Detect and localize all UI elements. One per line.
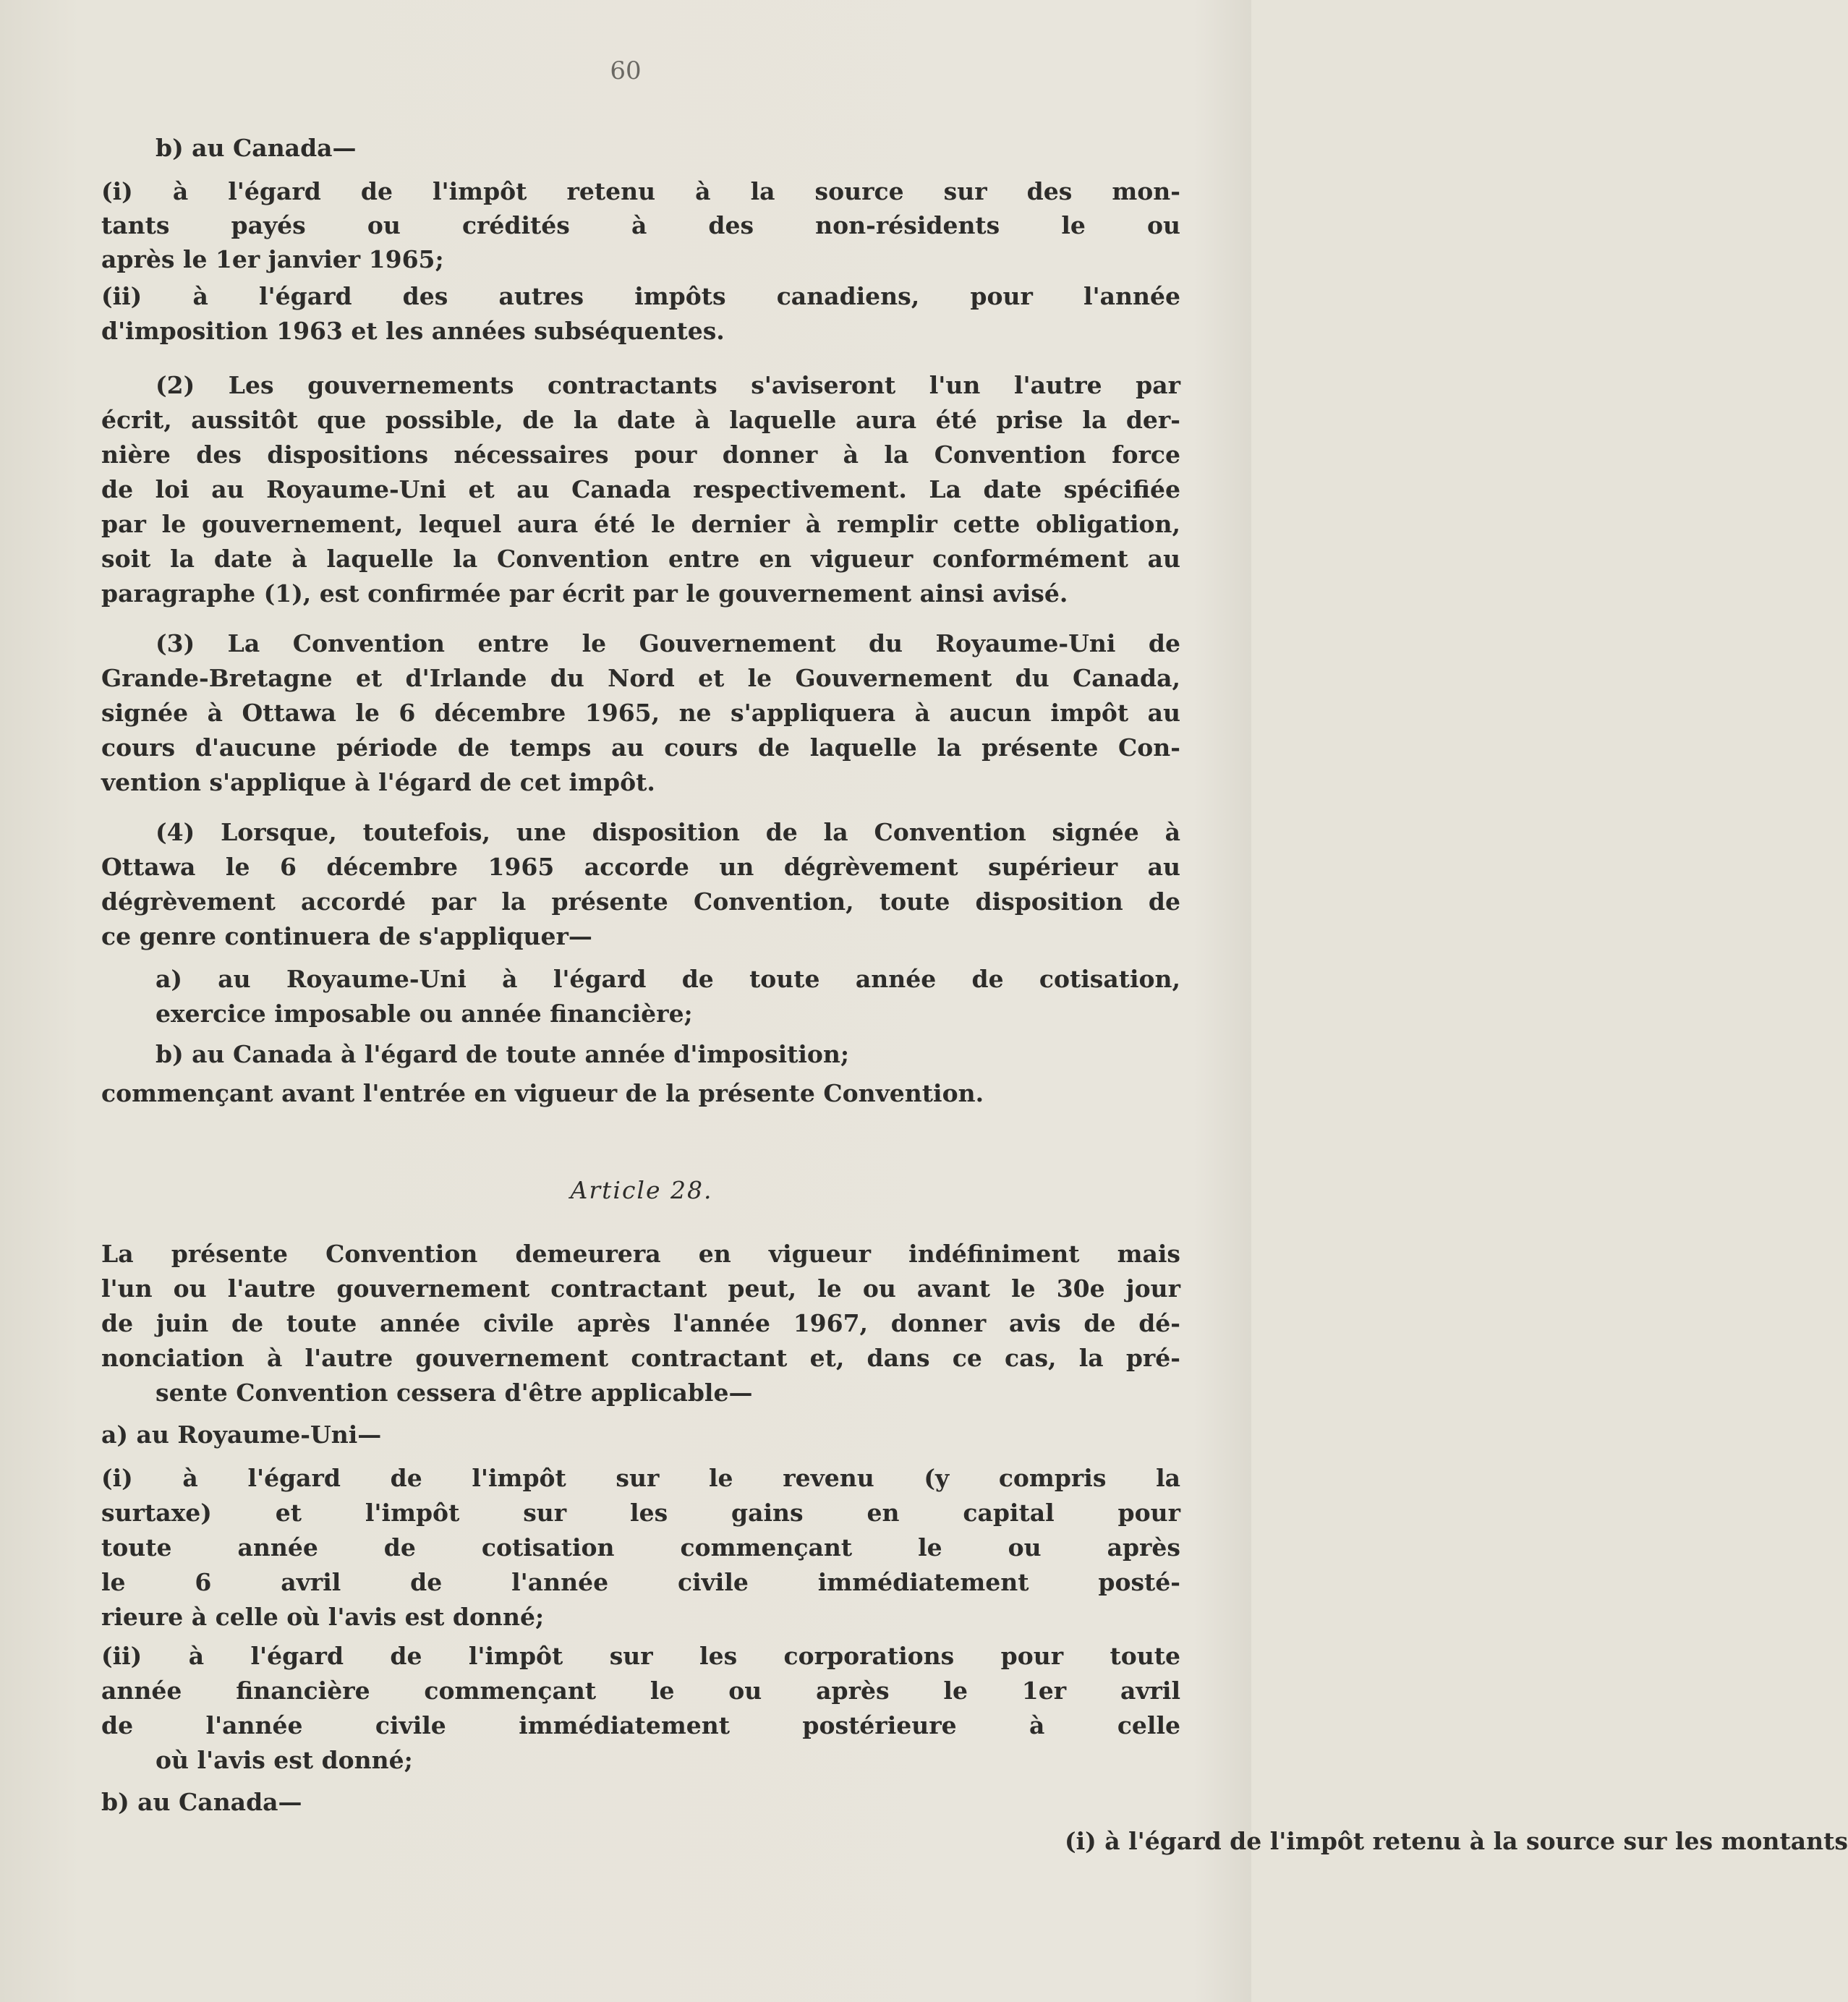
text-line: d'imposition 1963 et les années subséquentes. [101,317,725,345]
text-line: (ii) à l'égard des autres impôts canadiens, pour l'année [101,282,1180,310]
text-line: commençant avant l'entrée en vigueur de la présente Convention. [101,1079,984,1107]
text-line: dégrèvement accordé par la présente Convention, toute disposition de [101,887,1180,916]
text-line: de l'année civile immédiatement postérieure à celle [101,1711,1180,1739]
text-line: b) au Canada— [101,1788,302,1816]
text-line: après le 1er janvier 1965; [101,245,444,273]
text-line: de juin de toute année civile après l'année 1967, donner avis de dé- [101,1309,1180,1337]
text-line: où l'avis est donné; [156,1746,413,1774]
text-line: ce genre continuera de s'appliquer— [101,922,592,950]
text-line: toute année de cotisation commençant le ou après [101,1533,1180,1562]
text-line: tants payés ou crédités à des non-résidents le ou [101,211,1180,239]
page-number: 60 [610,56,642,85]
text-line: rieure à celle où l'avis est donné; [101,1603,545,1631]
text-line: nonciation à l'autre gouvernement contractant et, dans ce cas, la pré- [101,1344,1180,1372]
text-line: de loi au Royaume-Uni et au Canada respectivement. La date spécifiée [101,475,1180,503]
text-line: (i) à l'égard de l'impôt sur le revenu (y compris la [101,1464,1180,1492]
text-line: a) au Royaume-Uni— [101,1420,382,1449]
text-line: par le gouvernement, lequel aura été le dernier à remplir cette obligation, [101,510,1180,538]
text-line: écrit, aussitôt que possible, de la date à laquelle aura été prise la der- [101,406,1180,434]
text-line: vention s'applique à l'égard de cet impôt. [101,768,655,796]
text-line: l'un ou l'autre gouvernement contractant peut, le ou avant le 30e jour [101,1274,1180,1303]
text-line: b) au Canada— [156,134,357,162]
text-line: (i) à l'égard de l'impôt retenu à la source sur des mon- [101,177,1180,205]
text-line: a) au Royaume-Uni à l'égard de toute année de cotisation, [156,965,1180,993]
text-line: (4) Lorsque, toutefois, une disposition de la Convention signée à [156,818,1180,846]
text-line: b) au Canada à l'égard de toute année d'imposition; [156,1040,850,1068]
text-line: sente Convention cessera d'être applicable— [156,1379,753,1407]
text-line: surtaxe) et l'impôt sur les gains en capital pour [101,1499,1180,1527]
text-line: (i) à l'égard de l'impôt retenu à la source sur les montants [1065,1827,1848,1855]
text-line: exercice imposable ou année financière; [156,1000,693,1028]
text-line: paragraphe (1), est confirmée par écrit par le gouvernement ainsi avisé. [101,579,1068,608]
text-line: Ottawa le 6 décembre 1965 accorde un dégrèvement supérieur au [101,853,1180,881]
text-line: le 6 avril de l'année civile immédiatement posté- [101,1568,1180,1596]
text-line: Grande-Bretagne et d'Irlande du Nord et le Gouvernement du Canada, [101,664,1180,692]
article-heading: Article 28. [570,1176,713,1204]
text-line: signée à Ottawa le 6 décembre 1965, ne s'appliquera à aucun impôt au [101,699,1180,727]
text-line: cours d'aucune période de temps au cours de laquelle la présente Con- [101,733,1180,762]
text-line: La présente Convention demeurera en vigueur indéfiniment mais [101,1240,1180,1268]
text-line: nière des dispositions nécessaires pour donner à la Convention force [101,440,1180,469]
text-line: (ii) à l'égard de l'impôt sur les corporations pour toute [101,1642,1180,1670]
text-line: année financière commençant le ou après le 1er avril [101,1677,1180,1705]
text-line: (2) Les gouvernements contractants s'aviseront l'un l'autre par [156,371,1180,399]
text-line: soit la date à laquelle la Convention entre en vigueur conformément au [101,545,1180,573]
text-line: (3) La Convention entre le Gouvernement du Royaume-Uni de [156,629,1180,657]
